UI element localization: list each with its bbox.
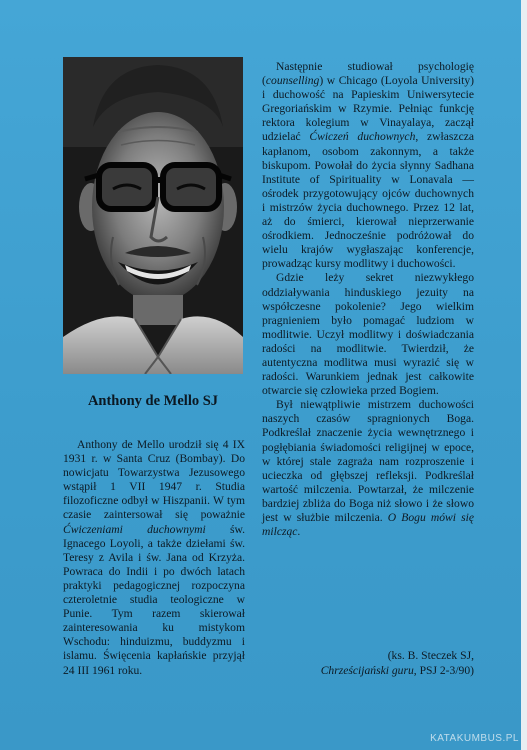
citation-source: Chrześcijański guru, PSJ 2-3/90)	[320, 663, 474, 677]
citation	[262, 649, 474, 678]
biography-column-right	[262, 60, 474, 539]
citation-author: (ks. B. Steczek SJ,	[387, 649, 474, 662]
portrait-image	[63, 57, 243, 374]
biography-paragraph-4: Był niewątpliwie mistrzem duchowości naszych czasów spragnionych Boga. Podkreślał znaczenie życia wewnętrznego i pogłębiania świadomości religijnej w epoce, w której stale zagraża nam rozproszenie i ucieczka od głębszej refleksji. Podkreślał wartość milczenia. Powtarzał, że milczenie bardziej zbliża do Boga niż słowo i że słowo jest w służbie milczenia. O Bogu mówi się milcząc.	[262, 398, 475, 539]
biography-column-left	[63, 438, 245, 678]
watermark: KATAKUMBUS.PL	[430, 733, 519, 744]
biography-paragraph-3: Gdzie leży sekret niezwykłego oddziaływania hinduskiego jezuity na współczesne pokolenie? Jego wielkim pragnieniem było pomagać ludziom w modlitwie. Uczył modlitwy i doświadczania radości na modlitwie. Twierdził, że autentyczna modlitwa musi wyrazić się w radości. Warunkiem jednak jest całkowite otwarcie się człowieka przed Bogiem.	[262, 271, 474, 398]
author-name-heading: Anthony de Mello SJ	[87, 393, 219, 409]
biography-paragraph-2: Następnie studiował psychologię (counselling) w Chicago (Loyola University) i duchowość na Papieskim Uniwersytecie Gregoriańskim w Rzymie. Pełniąc funkcję rektora kolegium w Vinayalaya, zaczął udzielać Ćwiczeń duchownych, zwłaszcza kapłanom, osobom zakonnym, a także biskupom. Powołał do życia słynny Sadhana Institute of Spirituality w Lonavala — ośrodek przygotowujący ojców duchownych i mistrzów życia duchownego. Przez 12 lat, aż do śmierci, kierował nieprzerwanie ośrodkiem. Jednocześnie podróżował do wielu krajów wygłaszając konferencje, prowadząc kursy modlitwy i duchowości.	[262, 60, 475, 271]
biography-paragraph-1: Anthony de Mello urodził się 4 IX 1931 r. w Santa Cruz (Bombay). Do nowicjatu Towarzystwa Jezusowego wstąpił 1 VII 1947 r. Studia filozoficzne odbył w Hiszpanii. W tym czasie zaintersował się poważnie Ćwiczeniami duchownymi św. Ignacego Loyoli, a także dziełami św. Teresy z Avila i św. Jana od Krzyża. Powraca do Indii i po dwóch latach praktyki pedagogicznej rozpoczyna czteroletnie studia teologiczne w Punie. Tym razem skierował zainteresowania ku mistykom Wschodu: hinduizmu, buddyzmu i islamu. Święcenia kapłańskie przyjął 24 III 1961 roku.	[63, 438, 245, 677]
author-portrait-photo	[63, 57, 243, 374]
page-edge	[521, 0, 527, 750]
